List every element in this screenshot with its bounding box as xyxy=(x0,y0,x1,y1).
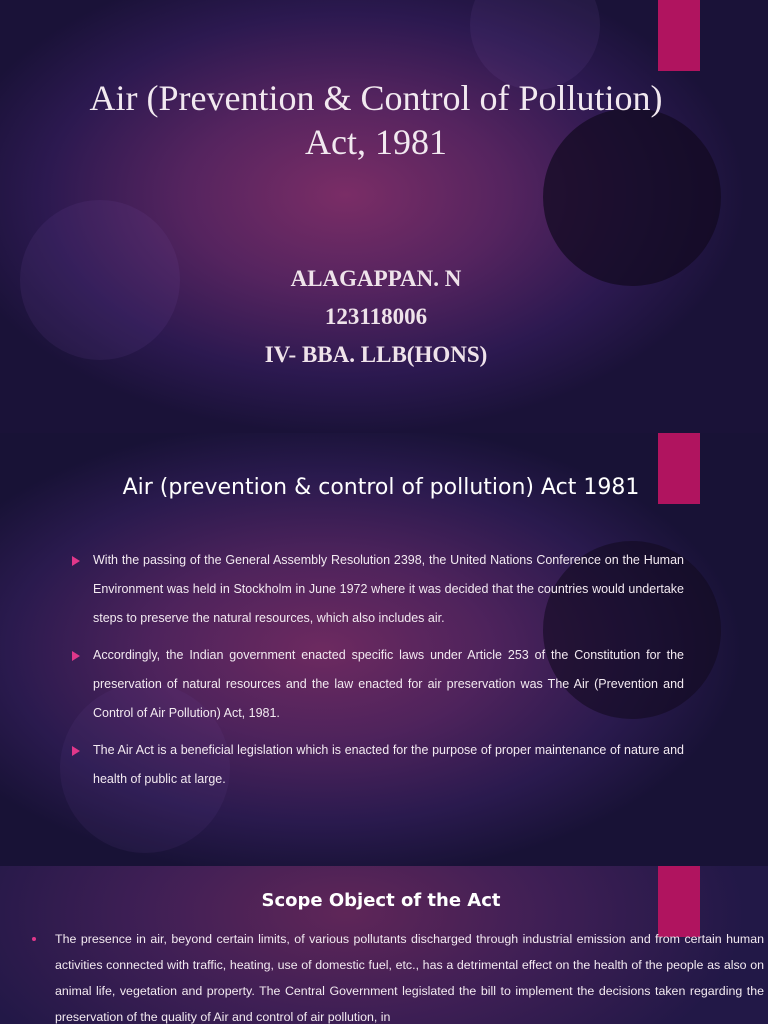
arrow-bullet-icon xyxy=(72,651,80,661)
slide-title xyxy=(0,0,768,433)
author-course: IV- BBA. LLB(HONS) xyxy=(264,342,488,367)
arrow-bullet-icon xyxy=(72,746,80,756)
slide-introduction xyxy=(0,433,768,866)
list-item xyxy=(32,926,764,1024)
slide-heading: Scope Object of the Act xyxy=(261,890,501,911)
presentation-title: Air (Prevention & Control of Pollution) Act, 1981 xyxy=(89,78,663,162)
list-item xyxy=(72,736,684,794)
list-item xyxy=(72,546,684,633)
arrow-bullet-icon xyxy=(72,556,80,566)
accent-bar xyxy=(658,0,700,71)
dot-bullet-icon xyxy=(32,937,36,941)
list-item xyxy=(72,641,684,728)
bullet-text: With the passing of the General Assembly Resolution 2398, the United Nations Conference on the Human Environment was held in Stockholm in June 1972 where it was decided that the countries would undertake steps to preserve the natural resources, which also includes air. xyxy=(93,553,684,625)
slide-scope xyxy=(0,866,768,1024)
slide-heading: Air (prevention & control of pollution) Act 1981 xyxy=(122,475,640,500)
bullet-text: Accordingly, the Indian government enacted specific laws under Article 253 of the Constitution for the preservation of natural resources and the law enacted for air preservation was The Air (Prevention and Control of Air Pollution) Act, 1981. xyxy=(93,648,684,720)
author-block xyxy=(60,264,692,378)
bullet-text: The presence in air, beyond certain limits, of various pollutants discharged through industrial emission and from certain human activities connected with traffic, heating, use of domestic fuel, etc., has a detrimental effect on the health of the people as also on animal life, vegetation and property. The Central Government legislated the bill to implement the decisions taken regarding the preservation of the quality of Air and control of air pollution, in xyxy=(55,932,764,1024)
author-name: ALAGAPPAN. N xyxy=(290,266,462,291)
author-id: 123118006 xyxy=(324,304,428,329)
bullet-list xyxy=(72,546,684,802)
bullet-text: The Air Act is a beneficial legislation which is enacted for the purpose of proper maintenance of nature and health of public at large. xyxy=(93,743,684,786)
bullet-list xyxy=(32,926,764,1024)
